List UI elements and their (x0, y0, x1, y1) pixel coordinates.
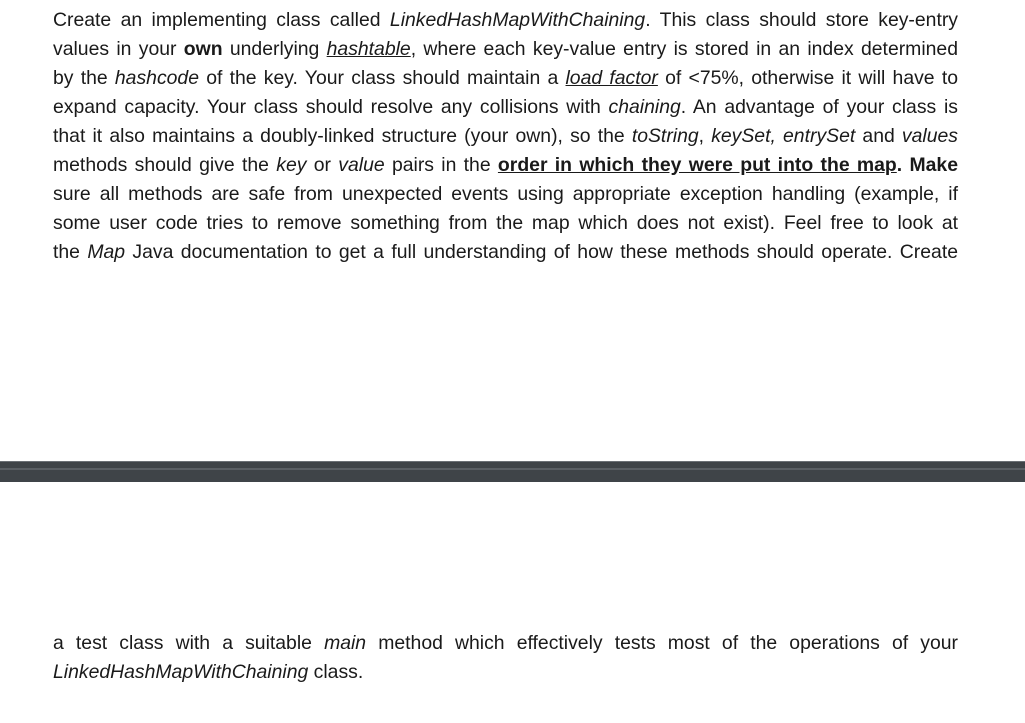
page-break-line (0, 468, 1025, 470)
text-line-9: the Map Java documentation to get a full understanding of how these methods should operate. Create (53, 241, 959, 263)
assignment-paragraph (53, 6, 958, 267)
text-line-8: some user code tries to remove something from the map which does not exist). Feel free to look at (53, 212, 958, 234)
text-line-11: LinkedHashMapWithChaining class. (53, 661, 364, 683)
text-line-6: methods should give the key or value pairs in the order in which they were put into the map. Make (53, 154, 958, 176)
text-line-2: values in your own underlying hashtable, where each key-value entry is stored in an index determined (53, 38, 958, 60)
page-break-separator (0, 461, 1025, 482)
text-line-5: that it also maintains a doubly-linked structure (your own), so the toString, keySet, entrySet and values (53, 125, 958, 147)
text-line-1: Create an implementing class called LinkedHashMapWithChaining. This class should store key-entry (53, 9, 958, 31)
text-line-7: sure all methods are safe from unexpected events using appropriate exception handling (example, if (53, 183, 958, 205)
assignment-paragraph-continued (53, 629, 958, 687)
text-line-3: by the hashcode of the key. Your class should maintain a load factor of <75%, otherwise it will have to (53, 67, 958, 89)
text-line-4: expand capacity. Your class should resolve any collisions with chaining. An advantage of your class is (53, 96, 958, 118)
text-line-10: a test class with a suitable main method which effectively tests most of the operations of your (53, 632, 958, 654)
